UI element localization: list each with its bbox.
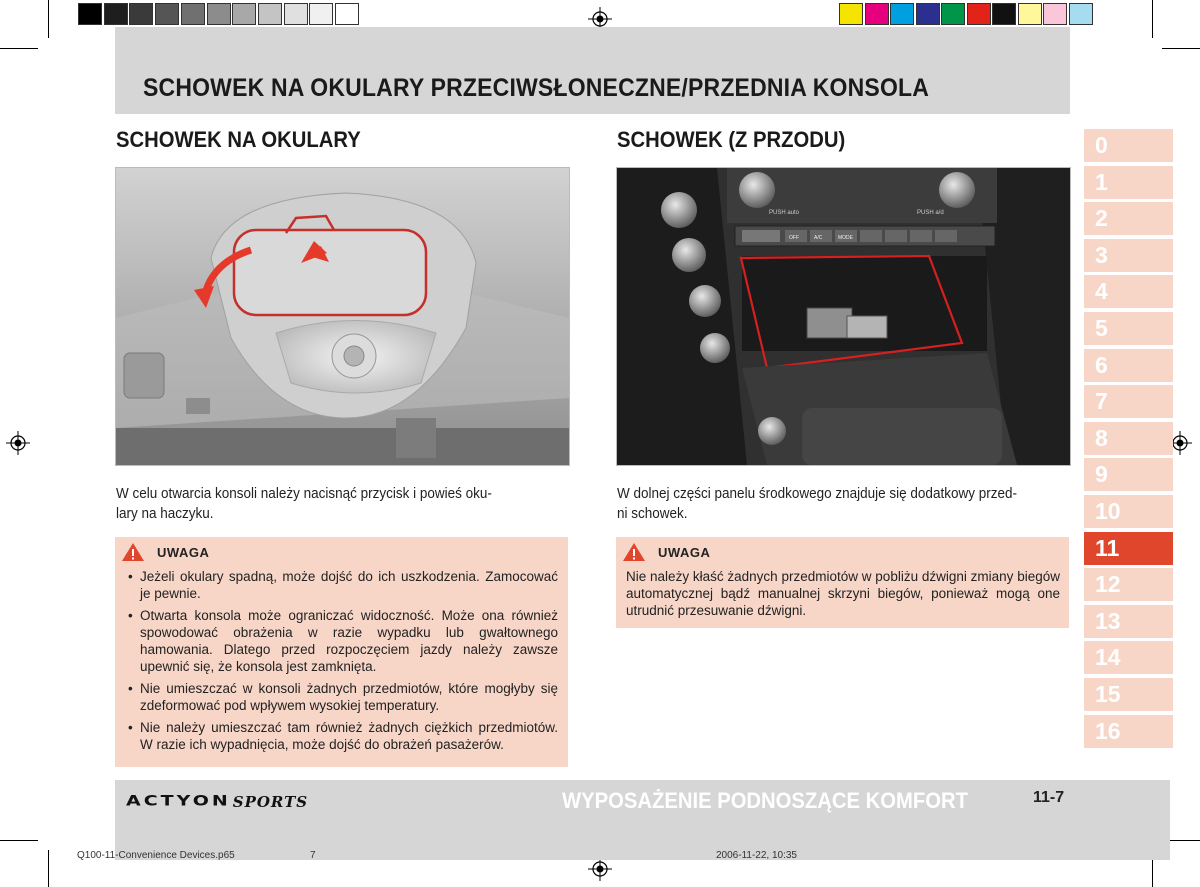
process-swatch — [839, 3, 863, 25]
grayscale-swatch — [284, 3, 308, 25]
warning-item: • Jeżeli okulary spadną, może dojść do ich uszkodzenia. Zamocować je pewnie. — [126, 568, 558, 602]
chapter-tab-5[interactable]: 5 — [1084, 312, 1173, 345]
process-swatch — [1043, 3, 1067, 25]
warning-item: • Nie należy umieszczać tam również żadnych ciężkich przedmiotów. W razie ich wypadnięcia, może dojść do obrażeń pasażerów. — [126, 719, 558, 753]
chapter-tab-4[interactable]: 4 — [1084, 275, 1173, 308]
brand-logo — [126, 790, 308, 812]
grayscale-swatch — [129, 3, 153, 25]
photo-label: A/C — [814, 235, 823, 241]
warning-label: UWAGA — [658, 544, 711, 560]
warning-item: • Otwarta konsola może ograniczać widoczność. Może ona również spowodować obrażenia w razie wypadku lub gwałtownego hamowania. Dlatego przed rozpoczęciem jazdy należy zawsze upewnić się, że konsola jest zamknięta. — [126, 607, 558, 675]
page-title: SCHOWEK NA OKULARY PRZECIWSŁONECZNE/PRZEDNIA KONSOLA — [143, 74, 930, 102]
right-section-title: SCHOWEK (Z PRZODU) — [617, 127, 846, 152]
chapter-tab-14[interactable]: 14 — [1084, 641, 1173, 674]
chapter-tab-9[interactable]: 9 — [1084, 458, 1173, 491]
right-warning-box — [616, 537, 1069, 628]
chapter-tab-6[interactable]: 6 — [1084, 349, 1173, 382]
grayscale-swatch — [232, 3, 256, 25]
chapter-tab-11[interactable]: 11 — [1084, 532, 1173, 565]
crop-mark — [1162, 48, 1200, 49]
footer-section-title: WYPOSAŻENIE PODNOSZĄCE KOMFORT — [562, 788, 968, 813]
chapter-tab-8[interactable]: 8 — [1084, 422, 1173, 455]
sunglass-holder-photo — [115, 167, 570, 466]
process-swatch — [1069, 3, 1093, 25]
left-warning-list — [126, 568, 558, 758]
crop-mark — [48, 850, 49, 887]
right-body-content: W dolnej części panelu środkowego znajduje się dodatkowy przed- ni schowek. — [617, 485, 1017, 522]
chapter-tab-1[interactable]: 1 — [1084, 166, 1173, 199]
chapter-tab-12[interactable]: 12 — [1084, 568, 1173, 601]
process-swatch — [916, 3, 940, 25]
brand-suffix: SPORTS — [232, 793, 309, 811]
grayscale-swatch — [309, 3, 333, 25]
chapter-tab-15[interactable]: 15 — [1084, 678, 1173, 711]
process-swatch — [941, 3, 965, 25]
grayscale-swatch — [181, 3, 205, 25]
left-body-text — [116, 484, 571, 524]
grayscale-swatch — [155, 3, 179, 25]
process-swatch — [890, 3, 914, 25]
chapter-tab-0[interactable]: 0 — [1084, 129, 1173, 162]
process-swatch — [865, 3, 889, 25]
grayscale-swatch — [335, 3, 359, 25]
grayscale-swatch — [258, 3, 282, 25]
warning-header — [121, 542, 209, 562]
file-name: Q100-11-Convenience Devices.p65 — [77, 850, 235, 861]
photo-label: OFF — [789, 235, 799, 241]
chapter-tab-7[interactable]: 7 — [1084, 385, 1173, 418]
print-timestamp: 2006-11-22, 10:35 — [716, 850, 797, 861]
warning-header — [622, 542, 710, 562]
photo-label: PUSH a/d — [917, 210, 944, 216]
warning-triangle-icon — [121, 542, 145, 562]
crop-mark — [0, 48, 38, 49]
left-section-title: SCHOWEK NA OKULARY — [116, 127, 361, 152]
registration-mark-icon — [588, 857, 612, 881]
sheet-number: 7 — [310, 850, 316, 861]
warning-triangle-icon — [622, 542, 646, 562]
warning-label: UWAGA — [157, 544, 210, 560]
photo-label: PUSH auto — [769, 210, 800, 216]
left-body-content: W celu otwarcia konsoli należy nacisnąć przycisk i powieś oku- lary na haczyku. — [116, 485, 492, 522]
chapter-tab-2[interactable]: 2 — [1084, 202, 1173, 235]
front-storage-photo — [616, 167, 1071, 466]
crop-mark — [48, 0, 49, 38]
registration-mark-icon — [6, 431, 30, 455]
page-number: 11-7 — [1033, 789, 1065, 806]
chapter-tab-16[interactable]: 16 — [1084, 715, 1173, 748]
right-body-text — [617, 484, 1072, 524]
warning-item: • Nie umieszczać w konsoli żadnych przedmiotów, które mogłyby się zdeformować pod wpływem wysokiej temperatury. — [126, 680, 558, 714]
chapter-tab-13[interactable]: 13 — [1084, 605, 1173, 638]
grayscale-swatch — [78, 3, 102, 25]
crop-mark — [1152, 0, 1153, 38]
brand-name: ACTYON — [126, 792, 231, 810]
process-swatch — [967, 3, 991, 25]
crop-mark — [0, 840, 38, 841]
grayscale-swatch — [104, 3, 128, 25]
process-swatch — [1018, 3, 1042, 25]
photo-label: MODE — [838, 235, 853, 241]
footer-notch — [56, 806, 78, 860]
left-warning-box — [115, 537, 568, 767]
chapter-tab-3[interactable]: 3 — [1084, 239, 1173, 272]
grayscale-swatch — [207, 3, 231, 25]
chapter-tab-10[interactable]: 10 — [1084, 495, 1173, 528]
process-swatch — [992, 3, 1016, 25]
right-warning-text: Nie należy kłaść żadnych przedmiotów w pobliżu dźwigni zmiany biegów automatycznej bądź manualnej skrzyni biegów, ponieważ mogą one utrudnić przesuwanie dźwigni. — [626, 569, 1060, 618]
